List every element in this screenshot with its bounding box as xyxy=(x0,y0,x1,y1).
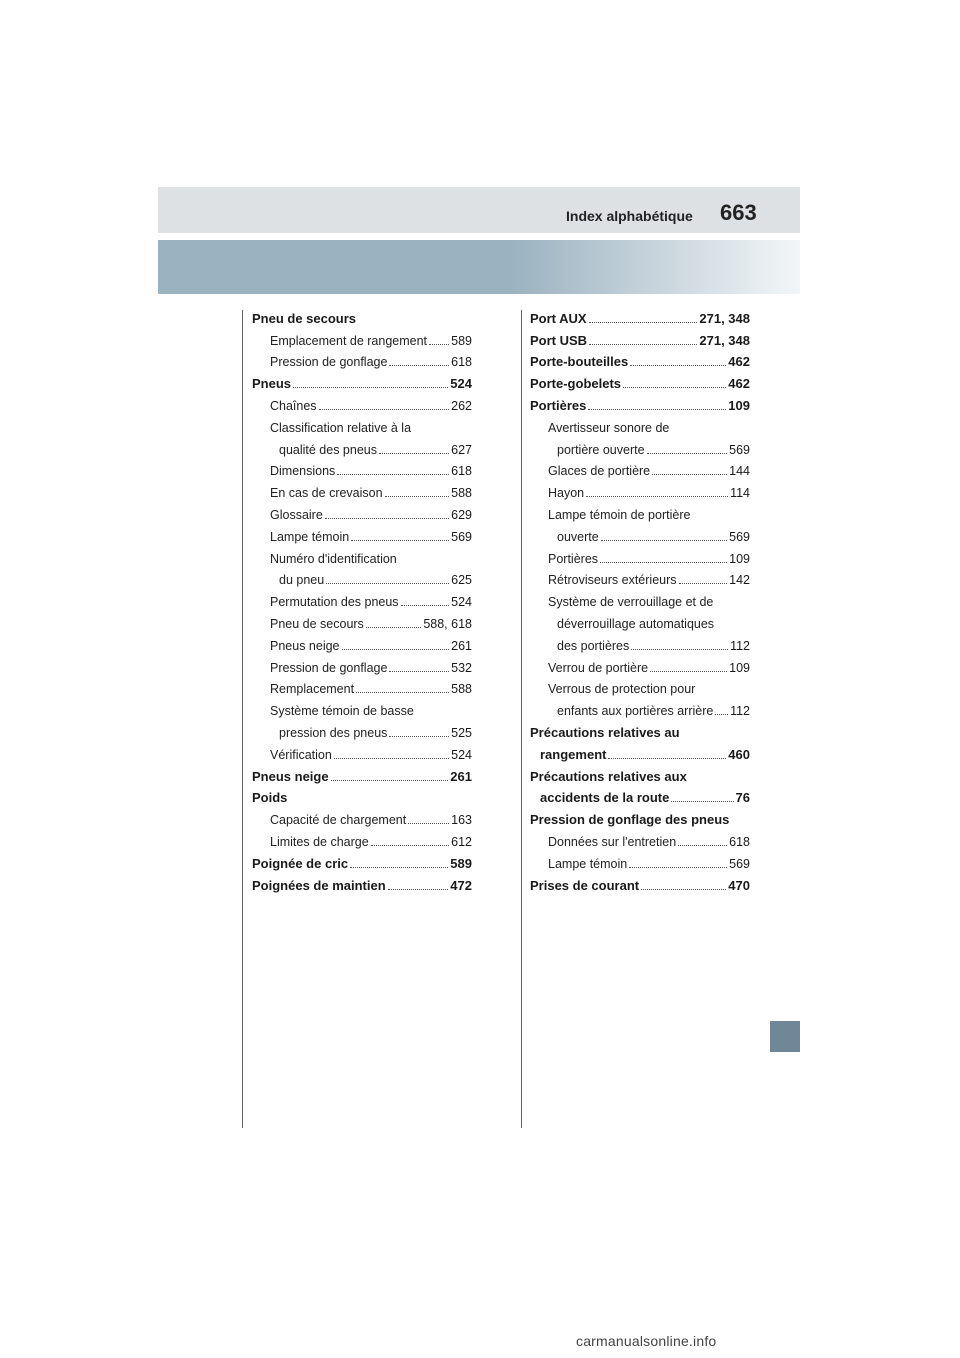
index-entry[interactable] xyxy=(530,785,750,807)
index-entry-label: Pneu de secours xyxy=(252,310,357,326)
index-entry-label: Système de verrouillage et de xyxy=(548,595,714,610)
index-entry[interactable] xyxy=(252,763,472,785)
index-entry-page[interactable]: 532 xyxy=(451,660,472,675)
index-entry[interactable] xyxy=(530,741,750,763)
dot-leader xyxy=(356,692,449,693)
dot-leader xyxy=(350,867,448,868)
index-entry-label: Pneus xyxy=(252,376,292,392)
dot-leader xyxy=(652,474,727,475)
index-entry-label: En cas de crevaison xyxy=(270,486,383,501)
index-entry-page[interactable]: 112 xyxy=(730,704,750,719)
index-entry-page[interactable]: 524 xyxy=(451,747,472,762)
index-entry-page[interactable]: 472 xyxy=(450,877,472,893)
index-entry[interactable] xyxy=(252,872,472,894)
dot-leader xyxy=(389,671,449,672)
index-entry-label: Lampe témoin xyxy=(548,856,628,871)
index-column-left xyxy=(252,305,472,894)
index-entry-page[interactable]: 569 xyxy=(729,856,750,871)
index-entry-label: Permutation des pneus xyxy=(270,595,399,610)
dot-leader xyxy=(608,758,726,759)
index-entry-page[interactable]: 524 xyxy=(450,376,472,392)
index-entry-page[interactable]: 625 xyxy=(451,573,472,588)
index-entry-label: pression des pneus xyxy=(279,725,388,740)
dot-leader xyxy=(623,387,726,388)
index-entry-label: accidents de la route xyxy=(540,790,670,806)
index-entry-label: Pression de gonflage xyxy=(270,355,388,370)
dot-leader xyxy=(331,780,449,781)
index-entry-page[interactable]: 589 xyxy=(451,333,472,348)
dot-leader xyxy=(388,889,449,890)
index-entry[interactable] xyxy=(252,523,472,545)
index-entry-label: Pneus neige xyxy=(252,768,329,784)
index-entry[interactable] xyxy=(530,545,750,567)
index-entry[interactable] xyxy=(252,676,472,698)
dot-leader xyxy=(678,845,727,846)
index-entry-page[interactable]: 271, 348 xyxy=(699,310,750,326)
index-entry-label: Prises de courant xyxy=(530,877,640,893)
index-entry[interactable] xyxy=(530,872,750,894)
index-entry-page[interactable]: 114 xyxy=(730,486,750,501)
index-entry-label: Précautions relatives au xyxy=(530,724,680,740)
index-entry xyxy=(530,719,750,741)
index-entry-label: Vérification xyxy=(270,747,332,762)
dot-leader xyxy=(600,562,727,563)
color-band xyxy=(158,240,800,294)
index-entry[interactable] xyxy=(252,654,472,676)
index-entry[interactable] xyxy=(530,523,750,545)
index-entry xyxy=(530,763,750,785)
dot-leader xyxy=(589,344,697,345)
footer-brand[interactable]: carmanualsonline.info xyxy=(576,1333,717,1349)
dot-leader xyxy=(641,889,726,890)
index-entry[interactable] xyxy=(252,349,472,371)
dot-leader xyxy=(351,540,449,541)
index-entry-label: Dimensions xyxy=(270,464,336,479)
index-entry-page[interactable]: 588, 618 xyxy=(423,616,472,631)
dot-leader xyxy=(715,714,728,715)
index-entry-label: Poids xyxy=(252,790,288,806)
dot-leader xyxy=(293,387,448,388)
dot-leader xyxy=(631,649,728,650)
index-entry-label: Avertisseur sonore de xyxy=(548,420,670,435)
index-entry[interactable] xyxy=(530,392,750,414)
index-entry[interactable] xyxy=(252,719,472,741)
index-entry[interactable] xyxy=(252,370,472,392)
index-entry-label: Pneus neige xyxy=(270,638,340,653)
index-entry xyxy=(530,501,750,523)
dot-leader xyxy=(389,736,449,737)
index-entry-label: Remplacement xyxy=(270,682,355,697)
dot-leader xyxy=(589,322,698,323)
index-entry-label: Porte-gobelets xyxy=(530,376,622,392)
index-entry-page[interactable]: 525 xyxy=(451,725,472,740)
index-entry xyxy=(252,697,472,719)
index-entry xyxy=(530,588,750,610)
index-entry xyxy=(530,414,750,436)
index-entry-label: Numéro d'identification xyxy=(270,551,397,566)
dot-leader xyxy=(325,518,449,519)
index-entry xyxy=(530,806,750,828)
index-entry xyxy=(530,610,750,632)
index-entry-label: Verrou de portière xyxy=(548,660,649,675)
index-entry-page[interactable]: 109 xyxy=(729,660,750,675)
index-entry[interactable] xyxy=(252,479,472,501)
index-entry-label: des portières xyxy=(557,638,630,653)
index-entry-page[interactable]: 618 xyxy=(451,355,472,370)
index-entry-label: rangement xyxy=(540,746,607,762)
dot-leader xyxy=(679,583,728,584)
index-entry-page[interactable]: 462 xyxy=(728,376,750,392)
index-entry[interactable] xyxy=(530,632,750,654)
index-entry[interactable] xyxy=(252,850,472,872)
dot-leader xyxy=(629,867,727,868)
index-entry[interactable] xyxy=(252,632,472,654)
index-entry-label: enfants aux portières arrière xyxy=(557,704,714,719)
index-entry-page[interactable]: 262 xyxy=(451,398,472,413)
index-entry[interactable] xyxy=(252,392,472,414)
dot-leader xyxy=(366,627,422,628)
index-entry-page[interactable]: 588 xyxy=(451,682,472,697)
index-entry-label: Glaces de portière xyxy=(548,464,651,479)
index-entry-page[interactable]: 629 xyxy=(451,507,472,522)
index-entry-page[interactable]: 462 xyxy=(728,354,750,370)
index-entry-label: Précautions relatives aux xyxy=(530,768,687,784)
dot-leader xyxy=(586,496,728,497)
dot-leader xyxy=(334,758,449,759)
index-entry-page[interactable]: 109 xyxy=(729,551,750,566)
index-entry-label: Portières xyxy=(530,397,587,413)
index-entry-page[interactable]: 569 xyxy=(451,529,472,544)
index-entry[interactable] xyxy=(252,567,472,589)
index-entry[interactable] xyxy=(530,458,750,480)
index-entry-label: du pneu xyxy=(279,573,325,588)
index-entry-page[interactable]: 109 xyxy=(728,397,750,413)
index-entry-page[interactable]: 588 xyxy=(451,486,472,501)
index-entry-page[interactable]: 470 xyxy=(728,877,750,893)
index-entry-label: qualité des pneus xyxy=(279,442,377,457)
index-entry-page[interactable]: 589 xyxy=(450,855,472,871)
index-entry[interactable] xyxy=(530,567,750,589)
index-entry xyxy=(252,305,472,327)
index-entry[interactable] xyxy=(252,806,472,828)
index-entry-label: Poignée de cric xyxy=(252,855,349,871)
index-entry-label: Pneu de secours xyxy=(270,616,364,631)
index-entry[interactable] xyxy=(530,828,750,850)
index-entry-page[interactable]: 618 xyxy=(729,834,750,849)
section-tab[interactable] xyxy=(770,1021,800,1052)
index-entry xyxy=(252,545,472,567)
dot-leader xyxy=(389,365,449,366)
dot-leader xyxy=(408,823,449,824)
dot-leader xyxy=(647,453,728,454)
index-entry[interactable] xyxy=(530,697,750,719)
index-entry[interactable] xyxy=(530,327,750,349)
index-entry[interactable] xyxy=(530,305,750,327)
index-entry-label: Chaînes xyxy=(270,398,317,413)
index-entry-label: ouverte xyxy=(557,529,599,544)
dot-leader xyxy=(326,583,449,584)
index-entry-label: Données sur l'entretien xyxy=(548,834,677,849)
index-entry-label: Pression de gonflage des pneus xyxy=(530,812,730,828)
header-band xyxy=(158,187,800,233)
dot-leader xyxy=(601,540,727,541)
index-entry[interactable] xyxy=(252,828,472,850)
index-entry-label: Porte-bouteilles xyxy=(530,354,629,370)
index-entry-page[interactable]: 271, 348 xyxy=(699,332,750,348)
index-entry[interactable] xyxy=(530,654,750,676)
index-entry-label: Lampe témoin de portière xyxy=(548,507,691,522)
index-entry-page[interactable]: 76 xyxy=(735,790,750,806)
dot-leader xyxy=(342,649,450,650)
dot-leader xyxy=(319,409,450,410)
dot-leader xyxy=(379,453,449,454)
index-entry xyxy=(252,785,472,807)
index-entry-label: Limites de charge xyxy=(270,834,369,849)
dot-leader xyxy=(337,474,449,475)
index-entry-page[interactable]: 142 xyxy=(729,573,750,588)
dot-leader xyxy=(429,344,449,345)
index-entry[interactable] xyxy=(252,327,472,349)
dot-leader xyxy=(671,801,733,802)
index-entry-label: Glossaire xyxy=(270,507,323,522)
index-entry[interactable] xyxy=(252,458,472,480)
index-entry-label: Portières xyxy=(548,551,599,566)
index-entry-label: portière ouverte xyxy=(557,442,645,457)
index-entry-label: Pression de gonflage xyxy=(270,660,388,675)
index-entry[interactable] xyxy=(530,370,750,392)
index-entry[interactable] xyxy=(252,436,472,458)
index-entry xyxy=(252,414,472,436)
dot-leader xyxy=(650,671,727,672)
index-entry-page[interactable]: 612 xyxy=(451,834,472,849)
index-entry-page[interactable]: 261 xyxy=(451,638,472,653)
index-entry[interactable] xyxy=(252,610,472,632)
center-divider xyxy=(521,310,522,1128)
left-divider xyxy=(242,310,243,1128)
dot-leader xyxy=(630,365,726,366)
index-column-right xyxy=(530,305,750,894)
index-entry-label: Capacité de chargement xyxy=(270,813,407,828)
index-entry-page[interactable]: 618 xyxy=(451,464,472,479)
index-entry-page[interactable]: 112 xyxy=(730,638,750,653)
index-entry-label: déverrouillage automatiques xyxy=(557,616,715,631)
index-entry-label: Poignées de maintien xyxy=(252,877,386,893)
index-entry-label: Port USB xyxy=(530,332,588,348)
index-entry-label: Verrous de protection pour xyxy=(548,682,696,697)
index-entry xyxy=(530,676,750,698)
dot-leader xyxy=(371,845,449,846)
index-entry[interactable] xyxy=(252,741,472,763)
dot-leader xyxy=(588,409,726,410)
header-title: Index alphabétique xyxy=(566,208,693,224)
index-entry-page[interactable]: 627 xyxy=(451,442,472,457)
index-entry[interactable] xyxy=(252,501,472,523)
index-entry[interactable] xyxy=(252,588,472,610)
index-entry-page[interactable]: 163 xyxy=(451,813,472,828)
index-entry[interactable] xyxy=(530,436,750,458)
index-entry-page[interactable]: 460 xyxy=(728,746,750,762)
index-entry[interactable] xyxy=(530,850,750,872)
index-entry-label: Système témoin de basse xyxy=(270,704,414,719)
index-entry-label: Port AUX xyxy=(530,310,587,326)
index-entry-label: Rétroviseurs extérieurs xyxy=(548,573,677,588)
index-entry-page[interactable]: 261 xyxy=(450,768,472,784)
index-entry[interactable] xyxy=(530,349,750,371)
index-entry-label: Lampe témoin xyxy=(270,529,350,544)
index-entry-page[interactable]: 569 xyxy=(729,529,750,544)
dot-leader xyxy=(401,605,450,606)
index-entry-page[interactable]: 144 xyxy=(729,464,750,479)
dot-leader xyxy=(385,496,450,497)
page-number: 663 xyxy=(720,200,757,225)
index-entry-page[interactable]: 524 xyxy=(451,595,472,610)
index-entry-page[interactable]: 569 xyxy=(729,442,750,457)
index-entry-label: Emplacement de rangement xyxy=(270,333,428,348)
index-entry-label: Classification relative à la xyxy=(270,420,412,435)
index-entry[interactable] xyxy=(530,479,750,501)
index-entry-label: Hayon xyxy=(548,486,585,501)
